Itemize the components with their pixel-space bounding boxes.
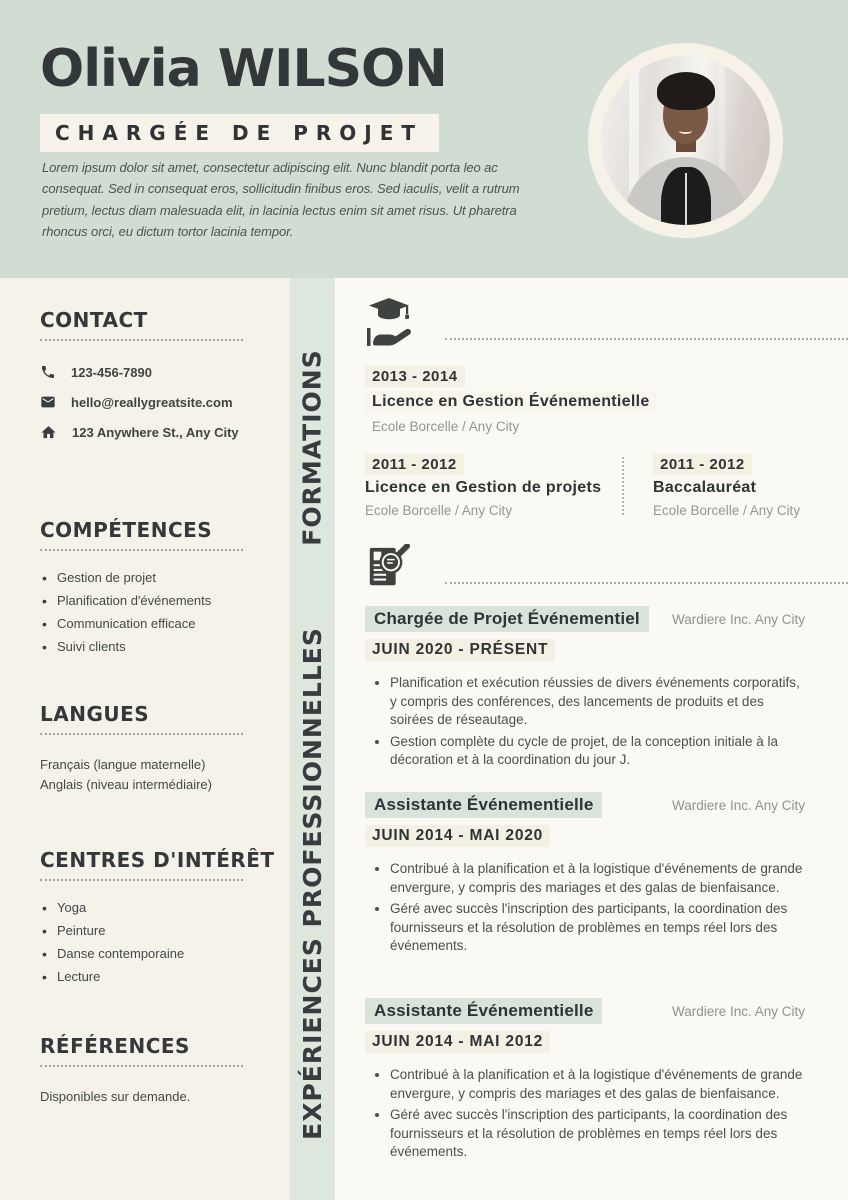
email-icon — [40, 394, 56, 410]
formation-title: Baccalauréat — [653, 479, 757, 496]
formation-dates: 2011 - 2012 — [653, 454, 752, 475]
contact-row-phone — [40, 364, 250, 380]
job-head — [365, 998, 805, 1024]
formation-entry — [653, 454, 800, 518]
job-bullets — [365, 860, 805, 956]
list-item: • Yoga — [40, 899, 250, 918]
job-dates-row — [365, 1031, 805, 1053]
formation-school: Ecole Borcelle / Any City — [365, 503, 513, 518]
competences-section — [40, 518, 250, 660]
references-heading: RÉFÉRENCES — [40, 1034, 190, 1058]
job-bullet: • Géré avec succès l'inscription des participants, la coordination des fournisseurs et la résolution de problèmes en temps réel lors des événements. — [390, 900, 805, 956]
job-bullets — [365, 674, 805, 770]
contact-heading: CONTACT — [40, 308, 148, 332]
phone-icon — [40, 364, 56, 380]
photo-zipper — [685, 173, 687, 225]
job-bullet: • Contribué à la planification et à la logistique d'événements de grande envergure, y compris des mariages et des galas de bienfaisance. — [390, 860, 805, 897]
profile-photo-ring — [588, 43, 783, 238]
formation-dates: 2013 - 2014 — [365, 366, 465, 387]
experiences-vertical-label: EXPÉRIENCES PROFESSIONNELLES — [298, 626, 328, 1140]
job-company: Wardiere Inc. Any City — [671, 797, 805, 813]
formations-vertical-label-box — [290, 348, 335, 546]
job-dates-row — [365, 825, 805, 847]
job-bullet: • Contribué à la planification et à la logistique d'événements de grande envergure, y compris des mariages et des galas de bienfaisance. — [390, 1066, 805, 1103]
interets-heading: CENTRES D'INTÉRÊT — [40, 848, 275, 872]
job-dates-row — [365, 639, 805, 661]
formation-title: Licence en Gestion Événementielle — [365, 391, 657, 413]
job-bullets — [365, 1066, 805, 1162]
langues-heading: LANGUES — [40, 702, 150, 726]
formation-title: Licence en Gestion de projets — [365, 479, 602, 496]
home-icon — [40, 424, 57, 441]
graduation-cap-hand-icon — [365, 296, 413, 348]
photo-smile — [679, 128, 692, 134]
langues-list — [40, 755, 250, 794]
heading-divider — [40, 733, 243, 735]
main-content — [335, 278, 848, 1200]
list-item: • Lecture — [40, 968, 250, 987]
heading-divider — [40, 879, 243, 881]
job-title: Chargée de Projet Événementiel — [365, 606, 649, 632]
list-item: • Peinture — [40, 922, 250, 941]
heading-divider — [40, 1065, 243, 1067]
photo-hair — [657, 72, 715, 110]
section-dotted-line — [445, 338, 848, 340]
heading-divider — [40, 339, 243, 341]
list-item: • Planification d'événements — [40, 592, 250, 611]
experiences-icon-row — [365, 542, 848, 592]
experiences-vertical-label-box — [290, 626, 335, 1140]
list-item: Anglais (niveau intermédiaire) — [40, 776, 212, 792]
job-company: Wardiere Inc. Any City — [671, 611, 805, 627]
list-item: • Danse contemporaine — [40, 945, 250, 964]
competences-heading: COMPÉTENCES — [40, 518, 213, 542]
formation-school: Ecole Borcelle / Any City — [653, 503, 801, 518]
section-dotted-line — [445, 582, 848, 584]
person-name: Olivia WILSON — [40, 39, 447, 99]
contact-row-address — [40, 424, 250, 441]
list-item: Français (langue maternelle) — [40, 757, 206, 772]
job-head — [365, 792, 805, 818]
formation-entry — [365, 454, 622, 518]
heading-divider — [40, 549, 243, 551]
experience-entry — [365, 792, 805, 959]
interets-list — [40, 899, 250, 986]
formations-row — [365, 454, 808, 518]
job-dates: JUIN 2014 - MAI 2020 — [365, 825, 550, 847]
job-dates: JUIN 2014 - MAI 2012 — [365, 1031, 550, 1053]
job-dates: JUIN 2020 - PRÉSENT — [365, 639, 555, 661]
column-divider — [622, 457, 624, 515]
job-title: Assistante Événementielle — [365, 998, 602, 1024]
job-title: Assistante Événementielle — [365, 792, 602, 818]
contact-section — [40, 308, 250, 455]
experience-entry — [365, 998, 805, 1165]
langues-section — [40, 702, 250, 794]
list-item: • Communication efficace — [40, 615, 250, 634]
formation-dates: 2011 - 2012 — [365, 454, 464, 475]
list-item: • Suivi clients — [40, 638, 250, 657]
sidebar — [0, 278, 290, 1200]
job-head — [365, 606, 805, 632]
formations-icon-row — [365, 288, 848, 348]
contact-row-email — [40, 394, 250, 410]
resume-magnifier-icon — [365, 544, 411, 590]
list-item: • Gestion de projet — [40, 569, 250, 588]
formation-school: Ecole Borcelle / Any City — [372, 419, 520, 434]
formation-entry — [365, 366, 657, 434]
job-bullet: • Planification et exécution réussies de divers événements corporatifs, y compris des conférences, des lancements de produits et des soirées de réseautage. — [390, 674, 805, 730]
contact-email: hello@reallygreatsite.com — [71, 394, 233, 410]
profile-photo — [601, 56, 770, 225]
job-bullet: • Géré avec succès l'inscription des participants, la coordination des fournisseurs et la résolution de problèmes en temps réel lors des événements. — [390, 1106, 805, 1162]
interets-section — [40, 848, 275, 990]
job-title-badge: CHARGÉE DE PROJET — [40, 114, 439, 152]
experience-entry — [365, 606, 805, 773]
contact-phone: 123-456-7890 — [71, 364, 152, 380]
references-text: Disponibles sur demande. — [40, 1089, 191, 1104]
profile-summary: Lorem ipsum dolor sit amet, consectetur adipiscing elit. Nunc blandit porta leo ac consequat. Sed in consequat eros, sollicitudin finibus eros. Sed iaculis, velit a rutrum pretium, lectus diam malesuada elit, in lacinia lectus enim sit amet risus. Ut pharetra rhoncus orci, eu dictum tortor lacinia tempor. — [42, 160, 520, 239]
formations-vertical-label: FORMATIONS — [298, 348, 327, 546]
contact-address: 123 Anywhere St., Any City — [72, 425, 239, 440]
job-bullet: • Gestion complète du cycle de projet, de la conception initiale à la décoration et à la coordination du jour J. — [390, 733, 805, 770]
contact-list — [40, 364, 250, 441]
header — [0, 0, 848, 278]
competences-list — [40, 569, 250, 656]
vertical-section-band — [290, 278, 335, 1200]
job-company: Wardiere Inc. Any City — [671, 1003, 805, 1019]
references-section — [40, 1034, 250, 1104]
